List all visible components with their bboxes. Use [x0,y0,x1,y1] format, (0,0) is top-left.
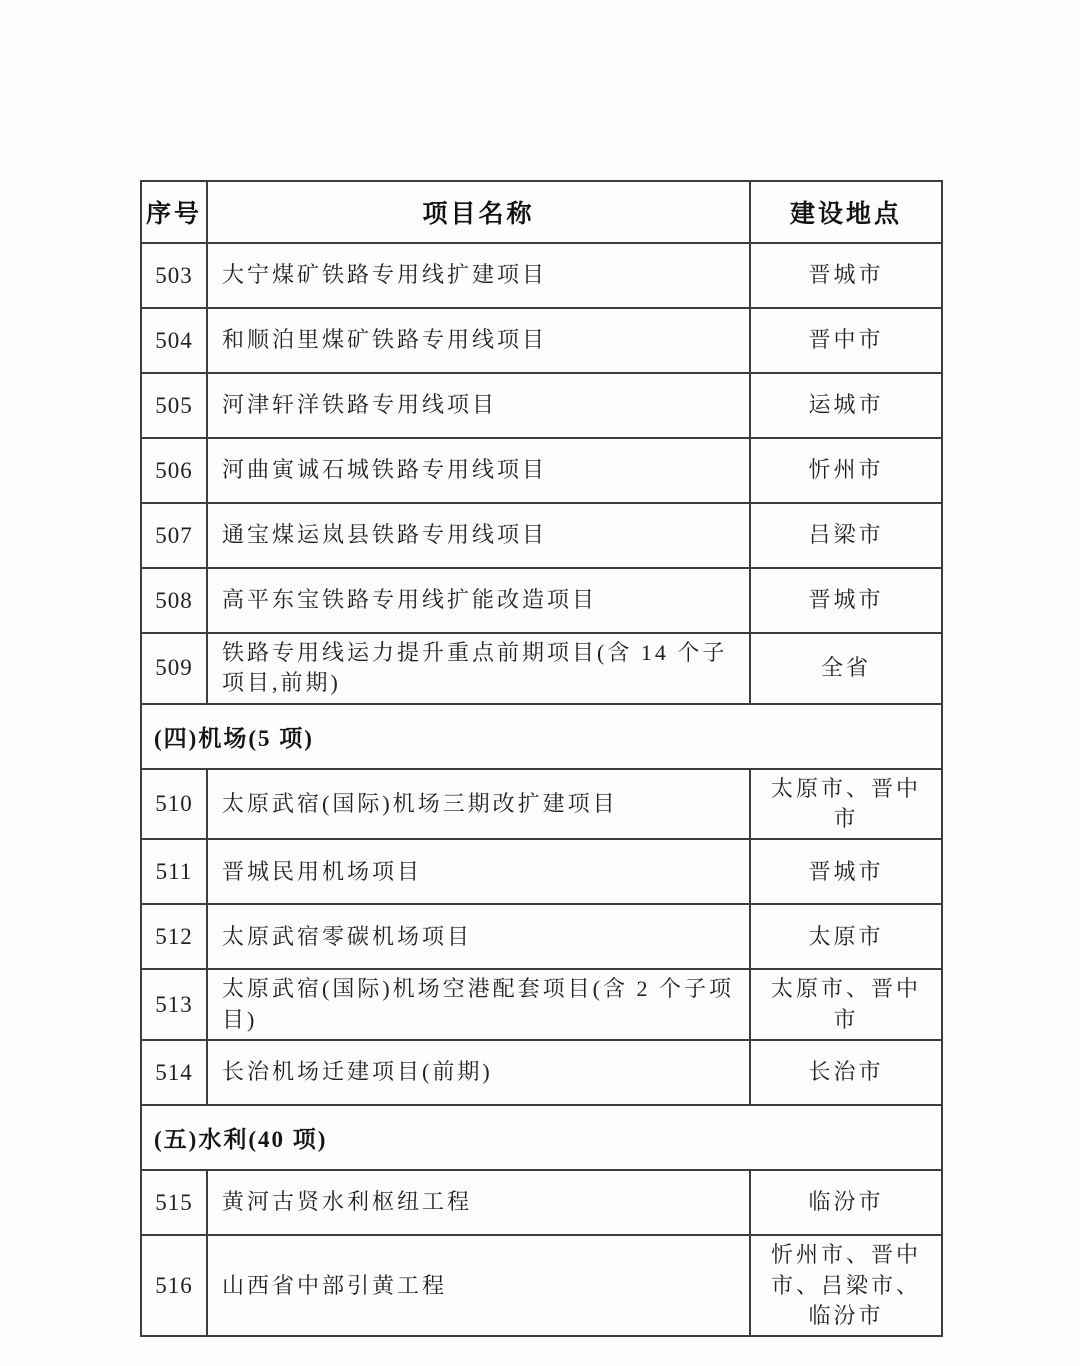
table-row [141,904,942,969]
cell-index: 514 [141,1040,207,1105]
table-row [141,1170,942,1235]
section-row [141,1105,942,1170]
section-label: (四)机场(5 项) [141,704,942,769]
cell-project-name: 大宁煤矿铁路专用线扩建项目 [207,243,750,308]
cell-location: 长治市 [750,1040,942,1105]
cell-location: 吕梁市 [750,503,942,568]
cell-index: 503 [141,243,207,308]
cell-index: 513 [141,969,207,1040]
column-header-name: 项目名称 [207,181,750,243]
cell-location: 晋城市 [750,243,942,308]
cell-project-name: 太原武宿零碳机场项目 [207,904,750,969]
table-row [141,839,942,904]
section-label: (五)水利(40 项) [141,1105,942,1170]
column-header-index: 序号 [141,181,207,243]
section-row [141,704,942,769]
cell-location: 运城市 [750,373,942,438]
cell-index: 504 [141,308,207,373]
cell-project-name: 通宝煤运岚县铁路专用线项目 [207,503,750,568]
column-header-location: 建设地点 [750,181,942,243]
table-row [141,308,942,373]
cell-location: 忻州市、晋中市、吕梁市、临汾市 [750,1235,942,1336]
cell-index: 511 [141,839,207,904]
cell-index: 516 [141,1235,207,1336]
cell-index: 509 [141,633,207,704]
cell-location: 全省 [750,633,942,704]
cell-index: 508 [141,568,207,633]
table-row [141,438,942,503]
cell-location: 太原市 [750,904,942,969]
cell-index: 506 [141,438,207,503]
cell-project-name: 长治机场迁建项目(前期) [207,1040,750,1105]
cell-project-name: 晋城民用机场项目 [207,839,750,904]
table-row [141,568,942,633]
cell-location: 太原市、晋中市 [750,769,942,840]
cell-project-name: 黄河古贤水利枢纽工程 [207,1170,750,1235]
cell-location: 晋城市 [750,839,942,904]
cell-project-name: 太原武宿(国际)机场三期改扩建项目 [207,769,750,840]
cell-index: 507 [141,503,207,568]
cell-index: 510 [141,769,207,840]
cell-project-name: 河津轩洋铁路专用线项目 [207,373,750,438]
table-body [141,243,942,1336]
cell-location: 临汾市 [750,1170,942,1235]
cell-index: 505 [141,373,207,438]
cell-project-name: 河曲寅诚石城铁路专用线项目 [207,438,750,503]
cell-location: 太原市、晋中市 [750,969,942,1040]
cell-project-name: 铁路专用线运力提升重点前期项目(含 14 个子项目,前期) [207,633,750,704]
table-row [141,969,942,1040]
table-row [141,769,942,840]
cell-location: 忻州市 [750,438,942,503]
cell-project-name: 和顺泊里煤矿铁路专用线项目 [207,308,750,373]
cell-index: 515 [141,1170,207,1235]
table-header-row [141,181,942,243]
projects-table [140,180,943,1337]
table-row [141,1235,942,1336]
cell-location: 晋城市 [750,568,942,633]
table-row [141,373,942,438]
cell-project-name: 太原武宿(国际)机场空港配套项目(含 2 个子项目) [207,969,750,1040]
table-row [141,243,942,308]
table-row [141,633,942,704]
cell-project-name: 高平东宝铁路专用线扩能改造项目 [207,568,750,633]
cell-index: 512 [141,904,207,969]
table-row [141,1040,942,1105]
table-row [141,503,942,568]
cell-location: 晋中市 [750,308,942,373]
cell-project-name: 山西省中部引黄工程 [207,1235,750,1336]
